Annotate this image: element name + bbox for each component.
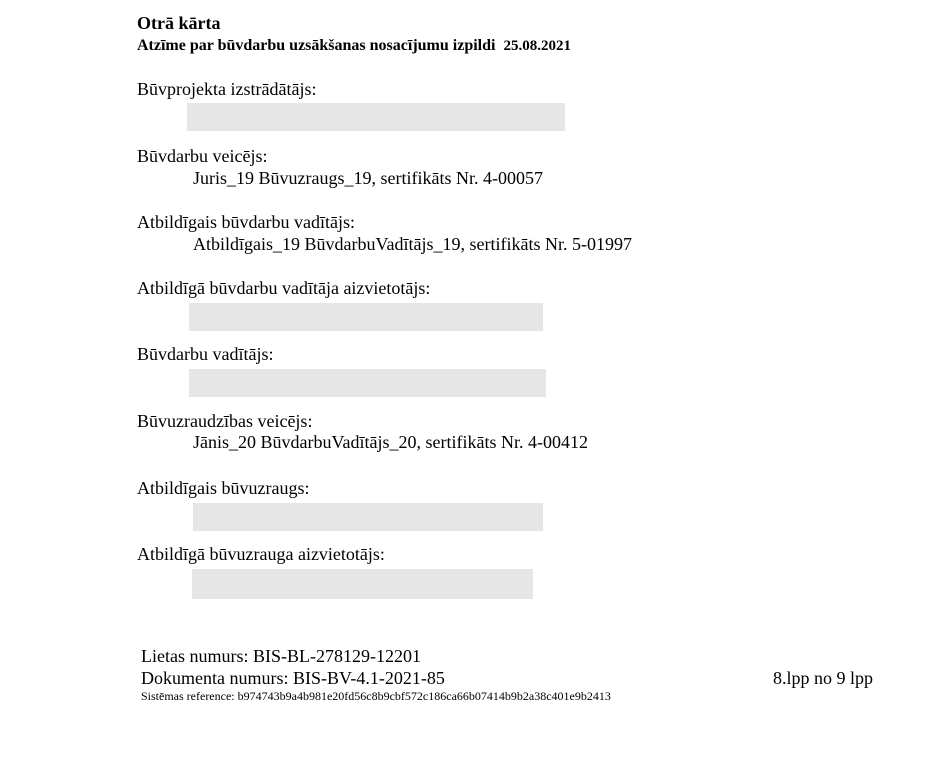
section-value-supervision-performer: Jānis_20 BūvdarbuVadītājs_20, sertifikāts Nr. 4-00412 bbox=[193, 432, 588, 452]
section-label-design-developer: Būvprojekta izstrādātājs: bbox=[137, 79, 317, 99]
page-title: Otrā kārta bbox=[137, 13, 221, 33]
redacted-value-manager-deputy bbox=[189, 303, 543, 331]
case-number: Lietas numurs: BIS-BL-278129-12201 bbox=[141, 646, 421, 666]
system-reference: Sistēmas reference: b974743b9a4b981e20fd56c8b9cbf572c186ca66b07414b9b2a38c401e9b2413 bbox=[141, 689, 611, 703]
section-label-manager-deputy: Atbildīgā būvdarbu vadītāja aizvietotājs: bbox=[137, 278, 431, 298]
section-label-supervision-performer: Būvuzraudzības veicējs: bbox=[137, 411, 313, 431]
page-subtitle bbox=[137, 36, 571, 56]
redacted-value-supervisor-deputy bbox=[192, 569, 533, 599]
section-label-supervisor-deputy: Atbildīgā būvuzrauga aizvietotājs: bbox=[137, 544, 385, 564]
redacted-value-design-developer bbox=[187, 103, 565, 131]
redacted-value-works-manager bbox=[189, 369, 546, 397]
page-number: 8.lpp no 9 lpp bbox=[773, 668, 874, 688]
redacted-value-responsible-supervisor bbox=[193, 503, 543, 531]
section-label-contractor: Būvdarbu veicējs: bbox=[137, 146, 268, 166]
document-number: Dokumenta numurs: BIS-BV-4.1-2021-85 bbox=[141, 668, 445, 688]
section-label-works-manager: Būvdarbu vadītājs: bbox=[137, 344, 274, 364]
section-label-responsible-manager: Atbildīgais būvdarbu vadītājs: bbox=[137, 212, 355, 232]
section-value-responsible-manager: Atbildīgais_19 BūvdarbuVadītājs_19, sertifikāts Nr. 5-01997 bbox=[193, 234, 632, 254]
subtitle-date: 25.08.2021 bbox=[503, 38, 571, 54]
section-label-responsible-supervisor: Atbildīgais būvuzraugs: bbox=[137, 478, 310, 498]
subtitle-text: Atzīme par būvdarbu uzsākšanas nosacījumu izpildi bbox=[137, 37, 496, 54]
section-value-contractor: Juris_19 Būvuzraugs_19, sertifikāts Nr. 4-00057 bbox=[193, 168, 543, 188]
